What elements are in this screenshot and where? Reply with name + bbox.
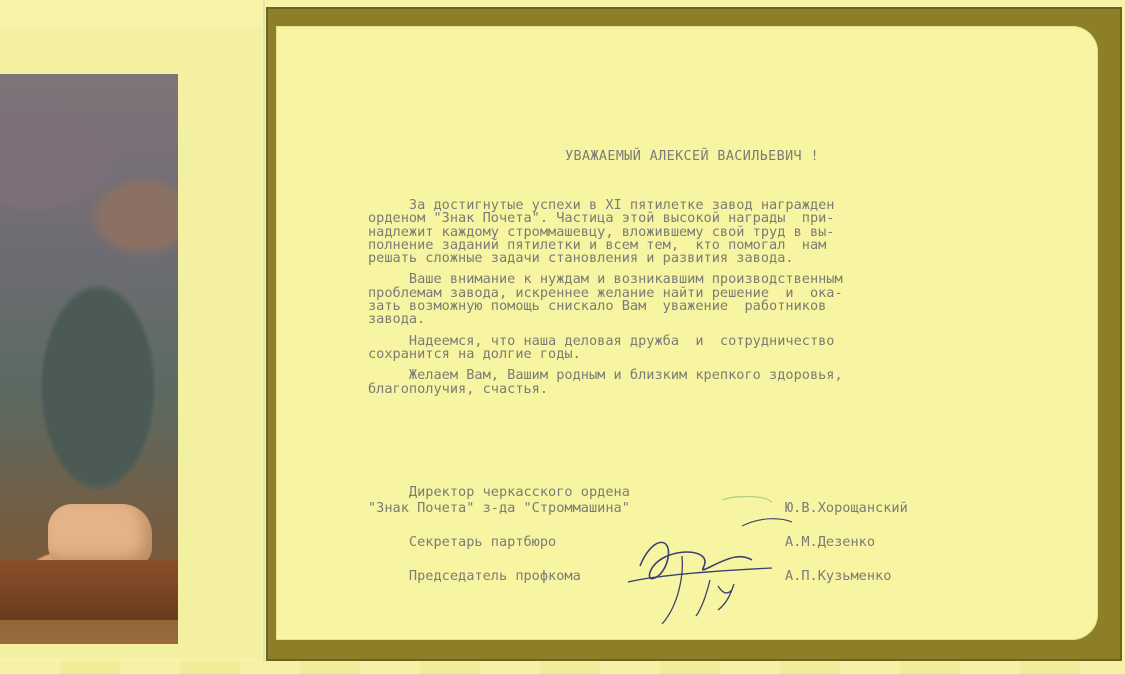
text-line: благополучия, счастья.: [368, 380, 549, 397]
bottom-edge: [0, 662, 1125, 674]
chairman-name: А.П.Кузьменко: [785, 568, 892, 584]
secretary-name: А.М.Дезенко: [785, 534, 876, 550]
letter-salutation: УВАЖАЕМЫЙ АЛЕКСЕЙ ВАСИЛЬЕВИЧ !: [565, 149, 819, 164]
text-line: проблемам завода, искреннее желание найти решение и ока-: [368, 284, 843, 301]
text-line: орденом "Знак Почета". Частица этой высокой награды при-: [368, 210, 835, 227]
portrait-painting: [0, 74, 178, 644]
paragraph-2: [368, 273, 968, 326]
painted-book: [0, 560, 178, 620]
letter-body: [368, 199, 968, 404]
director-organization: "Знак Почета" з-да "Строммашина": [368, 500, 630, 516]
director-name: Ю.В.Хорощанский: [785, 500, 908, 516]
paragraph-4: [368, 369, 968, 396]
text-line: завода.: [368, 311, 426, 328]
text-line: За достигнутые успехи в XI пятилетке завод награжден: [368, 197, 835, 213]
text-line: сохранится на долгие годы.: [368, 345, 581, 362]
letter: [276, 26, 1098, 640]
text-line: зать возможную помощь снискало Вам уважение работников: [368, 298, 827, 315]
text-line: Желаем Вам, Вашим родным и близким крепкого здоровья,: [368, 367, 843, 384]
text-line: надлежит каждому строммашевцу, вложившему свой труд в вы-: [368, 223, 835, 240]
text-line: полнение заданий пятилетки и всем тем, кто помогал нам: [368, 236, 827, 253]
paragraph-1: [368, 199, 968, 265]
secretary-title: Секретарь партбюро: [368, 534, 557, 550]
text-line: Надеемся, что наша деловая дружба и сотрудничество: [368, 332, 835, 349]
certificate-paper: [276, 26, 1098, 640]
painted-hand: [48, 504, 152, 566]
text-line: Ваше внимание к нуждам и возникавшим производственным: [368, 271, 843, 288]
card-left-panel: [0, 28, 262, 658]
director-title: Директор черкасского ордена: [368, 484, 630, 500]
director-title-line-1: [368, 486, 630, 499]
card-fold: [263, 0, 265, 674]
handwritten-signatures: [622, 496, 802, 626]
chairman-title: Председатель профкома: [368, 568, 581, 584]
text-line: решать сложные задачи становления и развития завода.: [368, 250, 794, 267]
paragraph-3: [368, 332, 968, 362]
